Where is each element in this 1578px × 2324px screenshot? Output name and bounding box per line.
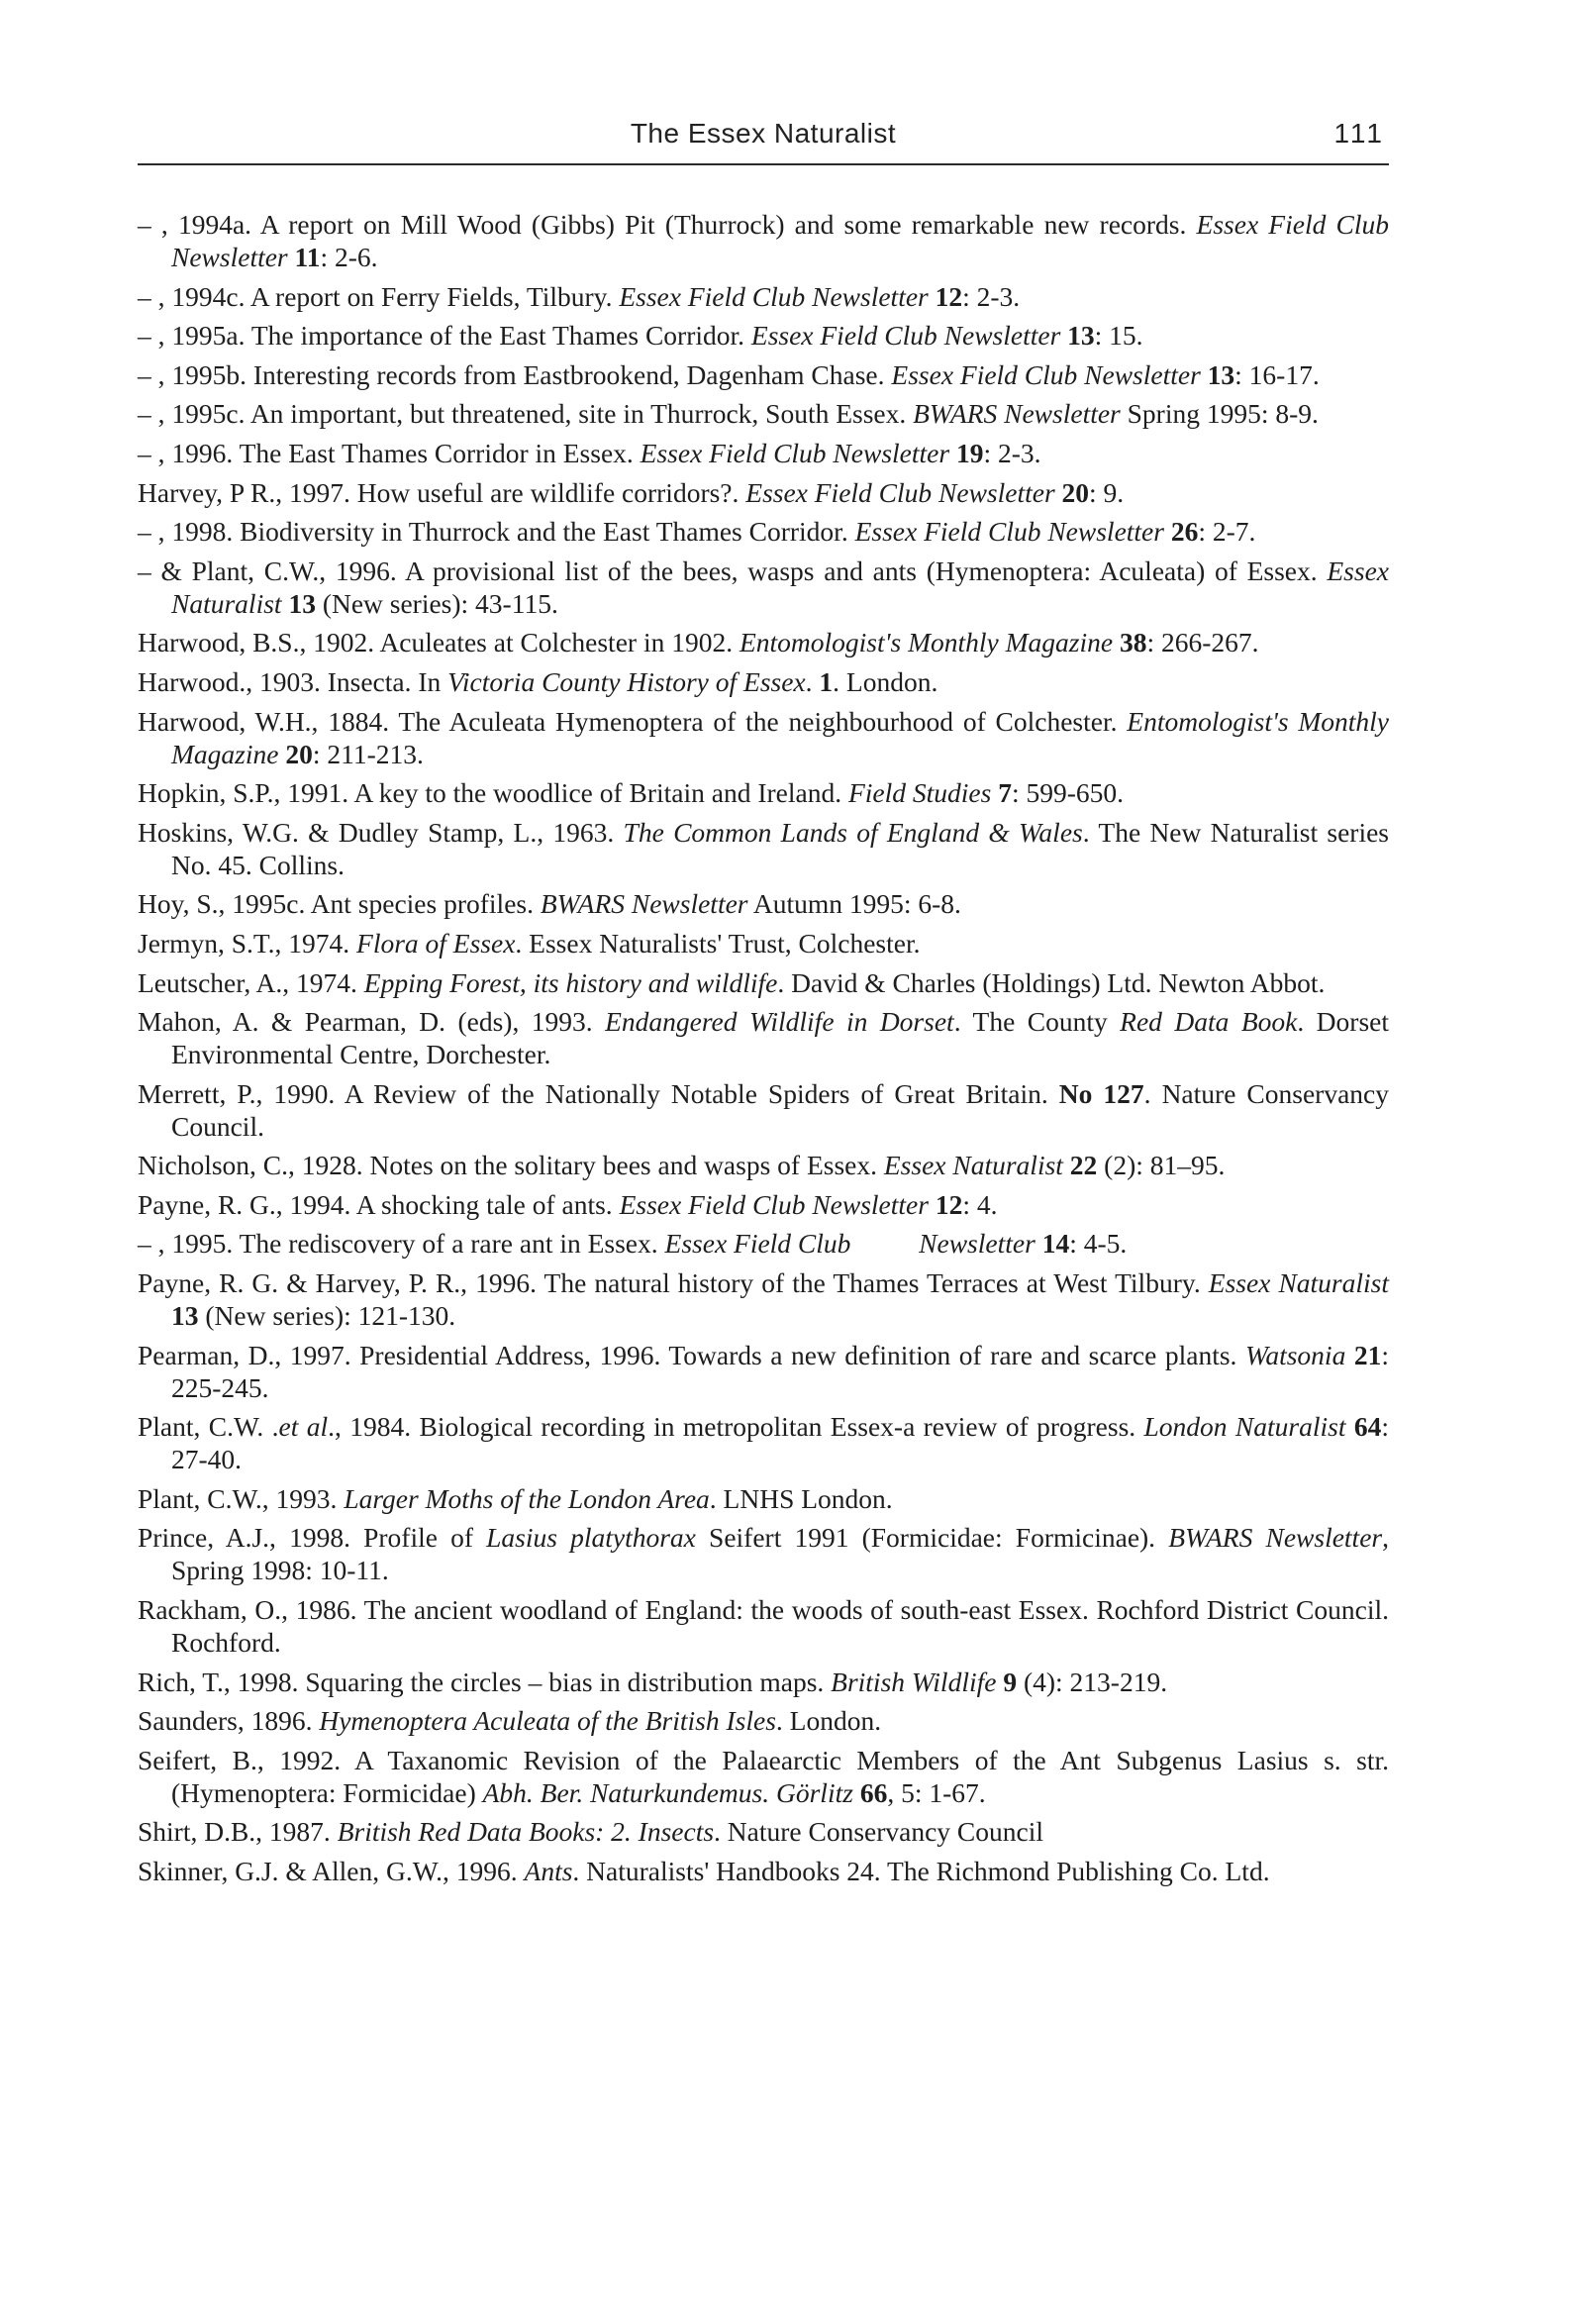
reference-text: : 2-6.	[320, 242, 378, 272]
reference-entry	[138, 1704, 1389, 1737]
reference-italic-text: Abh. Ber. Naturkundemus. Görlitz	[482, 1776, 853, 1808]
reference-bold-text: 13	[1200, 358, 1235, 390]
reference-italic-text: British Red Data Books: 2. Insects	[337, 1816, 715, 1848]
reference-italic-text: The Common Lands of England & Wales	[623, 816, 1083, 848]
reference-entry	[138, 626, 1389, 658]
reference-italic-text: British Wildlife	[831, 1666, 997, 1697]
reference-italic-text: Entomologist's Monthly Magazine	[171, 705, 1389, 769]
reference-bold-text: 14	[1035, 1228, 1070, 1260]
reference-italic-text: Lasius platythorax	[486, 1522, 696, 1554]
reference-entry	[138, 1593, 1389, 1659]
reference-text: . Nature Conservancy Council.	[171, 1077, 1389, 1142]
reference-bold-text: 12	[928, 280, 963, 312]
reference-text: Harwood, B.S., 1902. Aculeates at Colchester in 1902.	[138, 627, 740, 658]
reference-text: : 4-5.	[1069, 1228, 1128, 1260]
reference-text: Harvey, P R., 1997. How useful are wildlife corridors?.	[138, 476, 746, 508]
reference-bold-text: 20	[1054, 476, 1090, 508]
reference-entry	[138, 1521, 1389, 1586]
reference-text: Nicholson, C., 1928. Notes on the solitary bees and wasps of Essex.	[138, 1150, 884, 1181]
reference-text: Seifert 1991 (Formicidae: Formicinae).	[695, 1522, 1169, 1554]
reference-italic-text: London Naturalist	[1143, 1411, 1346, 1443]
reference-italic-text: Flora of Essex	[356, 927, 516, 959]
running-header	[138, 114, 1389, 165]
reference-text: – , 1995c. An important, but threatened, site in Thurrock, South Essex.	[138, 398, 914, 430]
reference-text: Rich, T., 1998. Squaring the circles – bias in distribution maps.	[138, 1666, 832, 1697]
reference-text: : 266-267.	[1146, 627, 1259, 658]
reference-text: .	[805, 665, 820, 697]
reference-italic-text: Red Data Book	[1120, 1006, 1298, 1038]
reference-entry	[138, 319, 1389, 352]
reference-text: : 211-213.	[312, 738, 424, 769]
reference-text: Pearman, D., 1997. Presidential Address, 1996. Towards a new definition of rare and scarce plants.	[138, 1339, 1245, 1370]
reference-bold-text: 66	[852, 1776, 888, 1808]
reference-text: Rackham, O., 1986. The ancient woodland of England: the woods of south-east Essex. Rochford District Council. Rochford.	[138, 1594, 1389, 1659]
reference-entry	[138, 397, 1389, 430]
reference-entry	[138, 1666, 1389, 1698]
reference-text: . David & Charles (Holdings) Ltd. Newton Abbot.	[777, 966, 1326, 998]
reference-text: Seifert, B., 1992. A Taxanomic Revision of the Palaearctic Members of the Ant Subgenus Lasius s. str. (Hymenoptera: Formicidae)	[138, 1744, 1389, 1808]
reference-entry	[138, 437, 1389, 469]
reference-text: Spring 1995: 8-9.	[1120, 398, 1319, 430]
reference-entry	[138, 1339, 1389, 1404]
reference-text: Autumn 1995: 6-8.	[747, 888, 961, 920]
reference-bold-text: 1	[819, 665, 834, 697]
reference-entry	[138, 208, 1389, 273]
reference-text: – , 1996. The East Thames Corridor in Essex.	[138, 437, 641, 468]
reference-bold-text: 19	[949, 437, 984, 468]
reference-italic-text: Essex Field Club Newsletter	[619, 280, 929, 312]
reference-entry	[138, 1744, 1389, 1809]
reference-italic-text: Ants	[524, 1856, 573, 1886]
reference-text: – , 1998. Biodiversity in Thurrock and the East Thames Corridor.	[138, 516, 855, 548]
reference-entry	[138, 776, 1389, 809]
reference-text: Jermyn, S.T., 1974.	[138, 927, 357, 959]
reference-text: : 16-17.	[1234, 358, 1320, 390]
reference-entry	[138, 966, 1389, 999]
reference-text: : 15.	[1094, 320, 1143, 352]
reference-text: Harwood., 1903. Insecta. In	[138, 665, 448, 697]
reference-text: (4): 213-219.	[1017, 1666, 1168, 1697]
reference-text: Payne, R. G., 1994. A shocking tale of ants.	[138, 1188, 620, 1220]
reference-italic-text: Essex Field Club Newsletter	[854, 516, 1164, 548]
reference-text: Hoskins, W.G. & Dudley Stamp, L., 1963.	[138, 816, 624, 848]
reference-entry	[138, 1266, 1389, 1332]
reference-text: . The County	[953, 1006, 1121, 1038]
reference-italic-text: Field Studies	[847, 777, 992, 809]
reference-bold-text: 13	[1060, 320, 1095, 352]
reference-text: – , 1995. The rediscovery of a rare ant in Essex.	[138, 1228, 665, 1260]
reference-text: – , 1994a. A report on Mill Wood (Gibbs) Pit (Thurrock) and some remarkable new records.	[138, 209, 1197, 240]
reference-text: Saunders, 1896.	[138, 1705, 320, 1737]
reference-text: . Nature Conservancy Council	[714, 1816, 1044, 1848]
reference-entry	[138, 665, 1389, 698]
reference-text: Mahon, A. & Pearman, D. (eds), 1993.	[138, 1006, 606, 1038]
reference-text: Plant, C.W. .	[138, 1411, 279, 1443]
page-number: 111	[1333, 118, 1385, 149]
reference-text: – & Plant, C.W., 1996. A provisional list of the bees, wasps and ants (Hymenoptera: Aculeata) of Essex.	[138, 555, 1328, 586]
reference-bold-text: 64	[1345, 1411, 1382, 1443]
reference-italic-text: et al	[278, 1411, 329, 1443]
reference-text: : 2-3.	[983, 437, 1041, 468]
reference-italic-text: Epping Forest, its history and wildlife	[363, 966, 778, 998]
reference-bold-text: 13	[171, 1300, 199, 1332]
reference-bold-text: 7	[991, 777, 1012, 809]
reference-text: Harwood, W.H., 1884. The Aculeata Hymenoptera of the neighbourhood of Colchester.	[138, 705, 1128, 737]
reference-entry	[138, 887, 1389, 920]
reference-italic-text: Watsonia	[1244, 1339, 1346, 1370]
reference-entry	[138, 1815, 1389, 1848]
reference-italic-text: Victoria County History of Essex	[447, 665, 806, 697]
reference-text: . Naturalists' Handbooks 24. The Richmond Publishing Co. Ltd.	[572, 1856, 1270, 1886]
reference-text	[850, 1228, 919, 1259]
reference-italic-text: BWARS Newsletter	[913, 398, 1121, 430]
reference-text: : 4.	[962, 1188, 998, 1220]
reference-italic-text: Essex Field Club Newsletter	[745, 476, 1055, 508]
reference-text: . Dorset Environmental Centre, Dorchester.	[171, 1006, 1389, 1070]
reference-entry	[138, 705, 1389, 770]
reference-entry	[138, 555, 1389, 620]
reference-text: , Spring 1998: 10-11.	[171, 1522, 1389, 1586]
reference-entry	[138, 1482, 1389, 1515]
reference-text: (New series): 121-130.	[198, 1300, 456, 1332]
reference-text: . London.	[775, 1705, 882, 1737]
reference-italic-text: BWARS Newsletter	[540, 888, 748, 920]
reference-text: Leutscher, A., 1974.	[138, 966, 364, 998]
reference-text: (New series): 43-115.	[315, 587, 558, 619]
reference-italic-text: Endangered Wildlife in Dorset	[605, 1006, 954, 1038]
reference-entry	[138, 1149, 1389, 1181]
reference-italic-text: Essex Naturalist	[1208, 1267, 1390, 1299]
reference-italic-text: BWARS Newsletter	[1168, 1522, 1383, 1554]
reference-italic-text: Essex Naturalist	[171, 555, 1389, 619]
reference-text: , 5: 1-67.	[887, 1776, 986, 1808]
reference-text: Merrett, P., 1990. A Review of the Nationally Notable Spiders of Great Britain.	[138, 1077, 1059, 1109]
reference-bold-text: 21	[1345, 1339, 1382, 1370]
reference-entry	[138, 1855, 1389, 1887]
reference-text: . Essex Naturalists' Trust, Colchester.	[515, 927, 921, 959]
reference-list	[138, 208, 1389, 1894]
reference-text: (2): 81–95.	[1097, 1150, 1226, 1181]
reference-entry	[138, 816, 1389, 881]
reference-bold-text: 13	[281, 587, 316, 619]
reference-text: Plant, C.W., 1993.	[138, 1482, 345, 1514]
reference-italic-text: Entomologist's Monthly Magazine	[739, 627, 1114, 658]
reference-italic-text: Essex Field Club Newsletter	[171, 209, 1389, 272]
reference-italic-text: Essex Field Club Newsletter	[891, 358, 1201, 390]
reference-text: : 2-3.	[962, 280, 1021, 312]
reference-bold-text: 11	[287, 242, 321, 272]
reference-bold-text: No 127	[1058, 1077, 1144, 1109]
reference-entry	[138, 1005, 1389, 1070]
reference-text: . The New Naturalist series No. 45. Collins.	[171, 816, 1390, 880]
reference-entry	[138, 280, 1389, 313]
reference-text: : 27-40.	[171, 1411, 1389, 1475]
reference-italic-text: Essex Field Club Newsletter	[640, 437, 950, 468]
reference-entry	[138, 927, 1389, 960]
reference-entry	[138, 1227, 1389, 1260]
reference-text: ., 1984. Biological recording in metropolitan Essex-a review of progress.	[328, 1411, 1144, 1443]
reference-text: Prince, A.J., 1998. Profile of	[138, 1522, 487, 1554]
reference-bold-text: 20	[278, 738, 313, 769]
reference-text: – , 1995b. Interesting records from Eastbrookend, Dagenham Chase.	[138, 358, 892, 390]
reference-bold-text: 22	[1062, 1150, 1098, 1181]
reference-entry	[138, 358, 1389, 391]
reference-bold-text: 38	[1113, 627, 1147, 658]
reference-text: Shirt, D.B., 1987.	[138, 1816, 338, 1848]
reference-text: . London.	[833, 665, 938, 697]
reference-text: Payne, R. G. & Harvey, P. R., 1996. The natural history of the Thames Terraces at West Tilbury.	[138, 1267, 1209, 1299]
reference-entry	[138, 515, 1389, 548]
reference-entry	[138, 1410, 1389, 1475]
reference-italic-text: Essex Field Club Newsletter	[750, 320, 1061, 352]
reference-bold-text: 9	[996, 1666, 1018, 1697]
reference-entry	[138, 476, 1389, 509]
reference-entry	[138, 1188, 1389, 1221]
reference-italic-text: Hymenoptera Aculeata of the British Isles	[319, 1705, 776, 1737]
reference-entry	[138, 1077, 1389, 1143]
reference-text: : 2-7.	[1198, 516, 1256, 548]
reference-text: Skinner, G.J. & Allen, G.W., 1996.	[138, 1856, 525, 1886]
reference-text: – , 1995a. The importance of the East Thames Corridor.	[138, 320, 751, 352]
reference-italic-text: Essex Naturalist	[883, 1150, 1063, 1181]
reference-italic-text: Essex Field Club Newsletter	[619, 1188, 929, 1220]
reference-text: Hoy, S., 1995c. Ant species profiles.	[138, 888, 541, 920]
reference-italic-text: Essex Field Club	[664, 1228, 851, 1260]
journal-title: The Essex Naturalist	[630, 118, 897, 149]
reference-text: : 599-650.	[1011, 777, 1125, 809]
reference-bold-text: 26	[1163, 516, 1199, 548]
reference-text: – , 1994c. A report on Ferry Fields, Tilbury.	[138, 280, 620, 312]
reference-italic-text: Newsletter	[919, 1228, 1036, 1260]
reference-text: Hopkin, S.P., 1991. A key to the woodlice of Britain and Ireland.	[138, 777, 848, 809]
reference-bold-text: 12	[928, 1188, 963, 1220]
reference-italic-text: Larger Moths of the London Area	[344, 1482, 710, 1514]
reference-text: : 9.	[1089, 476, 1125, 508]
reference-text: : 225-245.	[171, 1339, 1389, 1403]
reference-text: . LNHS London.	[709, 1482, 893, 1514]
